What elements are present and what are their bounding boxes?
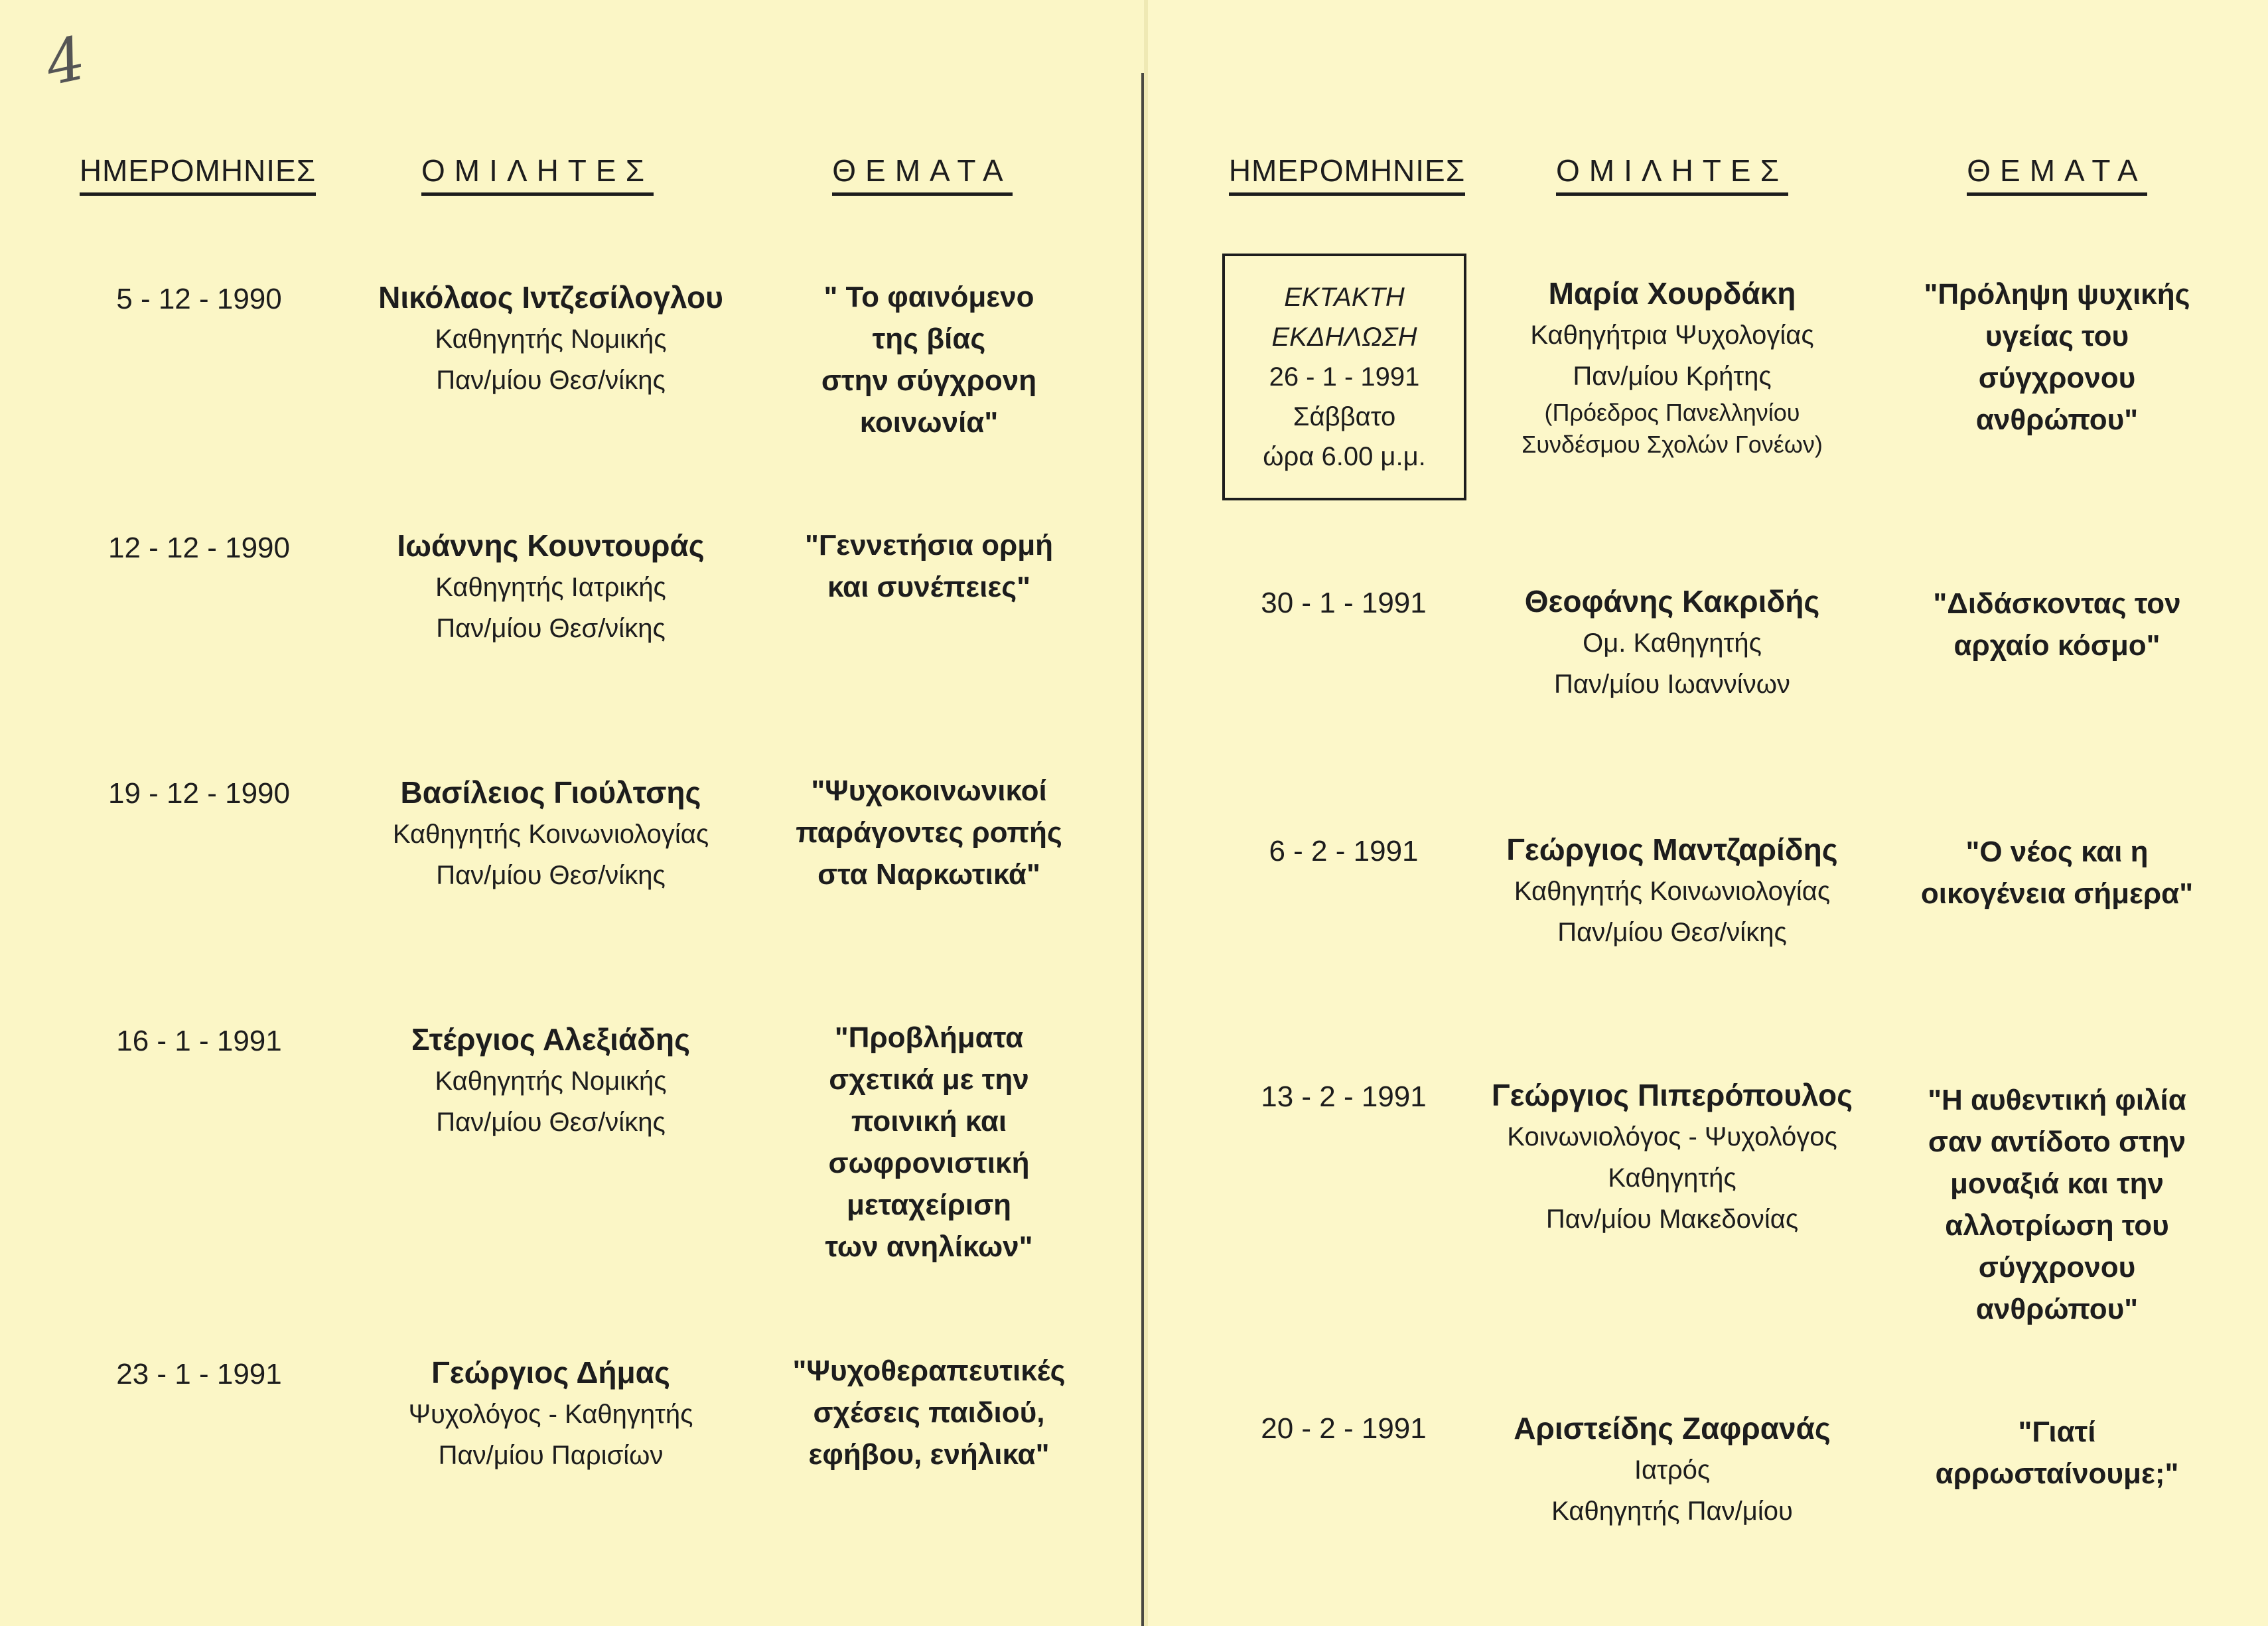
topic-line: μοναξιά και την: [1950, 1167, 2164, 1200]
speaker-name: Βασίλειος Γιούλτσης: [400, 775, 701, 810]
event-topic: [730, 1350, 1128, 1475]
event-topic: [1871, 583, 2243, 666]
speaker-name: Αριστείδης Ζαφρανάς: [1514, 1411, 1831, 1445]
speaker-affiliation: Παν/μίου Κρήτης: [1573, 362, 1772, 391]
event-date: 16 - 1 - 1991: [116, 1025, 282, 1057]
handwritten-page-mark: 4: [39, 23, 92, 100]
special-event-box: [1222, 254, 1466, 500]
speaker-title: Καθηγητής Νομικής: [435, 1067, 667, 1096]
page-fold: [1141, 73, 1144, 1626]
topic-line: στα Ναρκωτικά": [817, 858, 1040, 891]
topic-line: "Προβλήματα: [834, 1021, 1024, 1054]
topic-line: αρρωσταίνουμε;": [1935, 1457, 2179, 1490]
topic-line: σωφρονιστική: [828, 1147, 1030, 1179]
topic-line: μεταχείριση: [846, 1189, 1012, 1221]
speaker-affiliation: Καθηγητής Παν/μίου: [1551, 1497, 1793, 1526]
speaker-name: Νικόλαος Ιντζεσίλογλου: [378, 280, 723, 315]
speaker-affiliation: Παν/μίου Θεσ/νίκης: [436, 1108, 666, 1137]
speaker-title: Ψυχολόγος - Καθηγητής: [408, 1400, 693, 1429]
special-event-date: 26 - 1 - 1991: [1269, 362, 1420, 392]
event-speaker: [1473, 1074, 1871, 1240]
topic-line: " Το φαινόμενο: [823, 281, 1034, 313]
speaker-affiliation: Παν/μίου Παρισίων: [438, 1441, 664, 1470]
topic-line: "Πρόληψη ψυχικής: [1924, 278, 2190, 311]
speaker-title: Καθηγητής Ιατρικής: [435, 573, 666, 602]
event-speaker: [1473, 828, 1871, 953]
fold-shadow: [1144, 0, 1148, 1626]
topic-line: "Γεννετήσια ορμή: [804, 529, 1054, 561]
speaker-name: Στέργιος Αλεξιάδης: [411, 1022, 691, 1057]
right-page: [1147, 0, 2268, 1626]
right-header-topics: ΘΕΜΑΤΑ: [1911, 153, 2203, 196]
topic-line: αλλοτρίωση του: [1945, 1209, 2169, 1242]
event-speaker: [319, 1018, 783, 1143]
topic-line: εφήβου, ενήλικα": [808, 1438, 1050, 1471]
topic-line: παράγοντες ροπής: [796, 816, 1062, 849]
special-event-topic: [1871, 273, 2243, 441]
event-speaker: [1473, 580, 1871, 705]
speaker-title: Καθηγητής Κοινωνιολογίας: [1514, 877, 1831, 906]
event-topic: [730, 524, 1128, 608]
event-topic: [1871, 1079, 2243, 1330]
topic-line: "Ψυχοθεραπευτικές: [792, 1355, 1066, 1387]
event-topic: [1871, 831, 2243, 915]
speaker-title: Καθηγήτρια Ψυχολογίας: [1530, 321, 1814, 350]
speaker-affiliation: Παν/μίου Θεσ/νίκης: [436, 366, 666, 395]
topic-line: σχέσεις παιδιού,: [813, 1396, 1045, 1429]
topic-line: ανθρώπου": [1975, 404, 2139, 436]
speaker-affiliation: Παν/μίου Θεσ/νίκης: [1557, 918, 1787, 947]
topic-line: "Γιατί: [2018, 1416, 2096, 1448]
event-date: 5 - 12 - 1990: [116, 283, 282, 315]
topic-line: "Η αυθεντική φιλία: [1928, 1084, 2186, 1116]
speaker-affiliation: Παν/μίου Μακεδονίας: [1545, 1205, 1799, 1234]
left-header-dates: ΗΜΕΡΟΜΗΝΙΕΣ: [72, 153, 324, 196]
speaker-title: Κοινωνιολόγος - Ψυχολόγος: [1507, 1122, 1837, 1151]
speaker-name: Ιωάννης Κουντουράς: [397, 528, 705, 563]
event-date: 13 - 2 - 1991: [1261, 1080, 1427, 1113]
topic-line: οικογένεια σήμερα": [1920, 877, 2194, 910]
topic-line: σαν αντίδοτο στην: [1928, 1126, 2186, 1158]
event-date: 19 - 12 - 1990: [108, 777, 290, 810]
event-date: 23 - 1 - 1991: [116, 1358, 282, 1390]
topic-line: σύγχρονου: [1978, 1251, 2136, 1284]
right-header-dates: ΗΜΕΡΟΜΗΝΙΕΣ: [1221, 153, 1473, 196]
speaker-name: Θεοφάνης Κακριδής: [1524, 584, 1820, 619]
right-header-speakers: ΟΜΙΛΗΤΕΣ: [1526, 153, 1818, 196]
speaker-affiliation: Παν/μίου Ιωαννίνων: [1554, 670, 1790, 699]
speaker-title: Καθηγητής Κοινωνιολογίας: [392, 820, 709, 849]
topic-line: και συνέπειες": [827, 571, 1031, 603]
special-event-label: ΕΚΔΗΛΩΣΗ: [1271, 323, 1417, 352]
topic-line: κοινωνία": [859, 406, 999, 439]
speaker-name: Γεώργιος Δήμας: [431, 1355, 670, 1390]
event-speaker: [319, 771, 783, 896]
special-event-label: ΕΚΤΑΚΤΗ: [1284, 283, 1405, 312]
topic-line: "Ψυχοκοινωνικοί: [811, 775, 1047, 807]
topic-line: στην σύγχρονη: [821, 364, 1037, 397]
speaker-title: Ομ. Καθηγητής: [1583, 628, 1762, 658]
topic-line: σύγχρονου: [1978, 362, 2136, 394]
special-event-time: ώρα 6.00 μ.μ.: [1263, 442, 1426, 471]
topic-line: "Διδάσκοντας τον: [1933, 587, 2181, 620]
speaker-note: Συνδέσμου Σχολών Γονέων): [1522, 431, 1823, 458]
special-event-speaker: [1473, 272, 1871, 461]
special-event-day: Σάββατο: [1293, 402, 1396, 431]
topic-line: της βίας: [872, 323, 986, 355]
speaker-title: Καθηγητής Νομικής: [435, 325, 667, 354]
event-topic: [1871, 1411, 2243, 1495]
event-speaker: [319, 524, 783, 649]
speaker-affiliation: Παν/μίου Θεσ/νίκης: [436, 861, 666, 890]
left-header-topics: ΘΕΜΑΤΑ: [783, 153, 1062, 196]
event-topic: [730, 770, 1128, 895]
topic-line: "Ο νέος και η: [1965, 836, 2149, 868]
event-date: 20 - 2 - 1991: [1261, 1412, 1427, 1445]
event-date: 30 - 1 - 1991: [1261, 587, 1427, 619]
topic-line: υγείας του: [1985, 320, 2129, 352]
topic-line: ποινική και: [851, 1105, 1007, 1138]
topic-line: σχετικά με την: [829, 1063, 1029, 1096]
event-speaker: [319, 1351, 783, 1476]
event-topic: [730, 1017, 1128, 1268]
speaker-title: Ιατρός: [1634, 1455, 1711, 1485]
topic-line: αρχαίο κόσμο": [1953, 629, 2161, 662]
event-speaker: [319, 276, 783, 401]
speaker-title: Καθηγητής: [1608, 1163, 1736, 1193]
topic-line: των ανηλίκων": [825, 1230, 1033, 1263]
speaker-affiliation: Παν/μίου Θεσ/νίκης: [436, 614, 666, 643]
speaker-note: (Πρόεδρος Πανελληνίου: [1544, 399, 1800, 426]
event-speaker: [1473, 1407, 1871, 1532]
event-topic: [730, 276, 1128, 443]
speaker-name: Γεώργιος Πιπερόπουλος: [1491, 1078, 1853, 1112]
event-date: 6 - 2 - 1991: [1269, 835, 1419, 867]
left-header-speakers: ΟΜΙΛΗΤΕΣ: [398, 153, 677, 196]
speaker-name: Μαρία Χουρδάκη: [1548, 276, 1796, 311]
speaker-name: Γεώργιος Μαντζαρίδης: [1506, 832, 1838, 867]
topic-line: ανθρώπου": [1975, 1293, 2139, 1325]
event-date: 12 - 12 - 1990: [108, 532, 290, 564]
